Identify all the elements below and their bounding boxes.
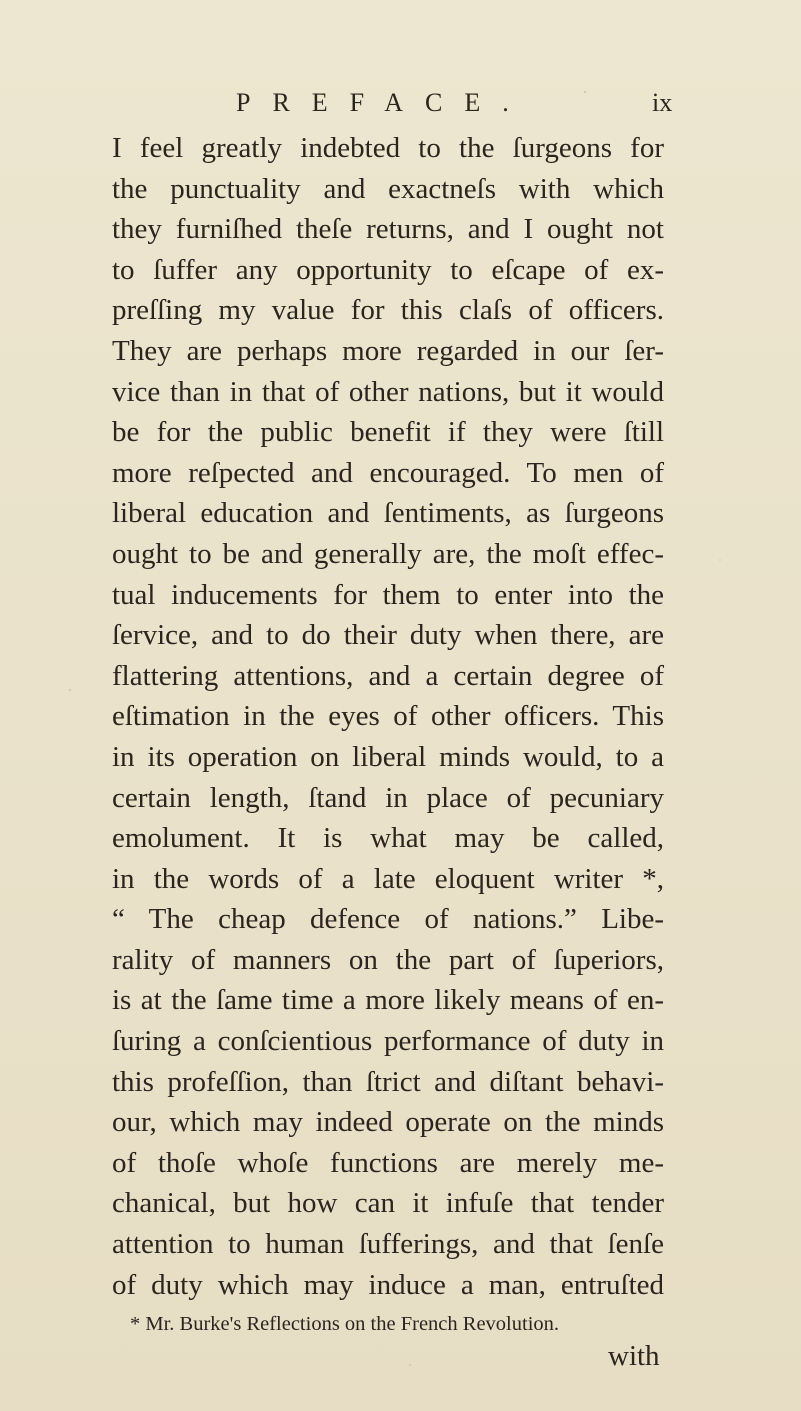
text-line: flattering attentions, and a certain degree of bbox=[112, 659, 664, 692]
text-line: rality of manners on the part of ſuperiors, bbox=[112, 943, 664, 976]
text-line: ought to be and generally are, the moſt effec- bbox=[112, 537, 664, 570]
text-line: to ſuffer any opportunity to eſcape of ex- bbox=[112, 253, 664, 286]
text-line: of duty which may induce a man, entruſted bbox=[112, 1268, 664, 1301]
text-line: this profeſſion, than ſtrict and diſtant behavi- bbox=[112, 1065, 664, 1098]
footnote: * Mr. Burke's Reflections on the French Revolution. bbox=[130, 1313, 560, 1335]
text-line: of thoſe whoſe functions are merely me- bbox=[112, 1146, 664, 1179]
text-line: in its operation on liberal minds would, to a bbox=[112, 740, 664, 773]
text-line: they furniſhed theſe returns, and I ought not bbox=[112, 213, 664, 246]
text-line: the punctuality and exactneſs with which bbox=[112, 172, 664, 205]
text-line: eſtimation in the eyes of other officers. This bbox=[112, 700, 664, 733]
text-line: liberal education and ſentiments, as ſurgeons bbox=[112, 497, 664, 530]
catchword: with bbox=[608, 1340, 660, 1372]
text-line: vice than in that of other nations, but it would bbox=[112, 375, 664, 408]
text-line: tual inducements for them to enter into the bbox=[112, 578, 664, 611]
text-line: attention to human ſufferings, and that ſenſe bbox=[112, 1228, 664, 1261]
text-line: more reſpected and encouraged. To men of bbox=[112, 456, 664, 489]
text-line: preſſing my value for this claſs of officers. bbox=[112, 294, 664, 327]
text-line: They are perhaps more regarded in our ſer- bbox=[112, 334, 664, 367]
text-line: “ The cheap defence of nations.” Libe- bbox=[112, 903, 664, 936]
text-line: emolument. It is what may be called, bbox=[112, 822, 664, 855]
text-line: I feel greatly indebted to the ſurgeons for bbox=[112, 132, 664, 164]
text-line: our, which may indeed operate on the minds bbox=[112, 1106, 664, 1139]
text-line: in the words of a late eloquent writer *, bbox=[112, 862, 664, 895]
text-line: ſervice, and to do their duty when there, are bbox=[112, 619, 664, 652]
text-line: chanical, but how can it infuſe that tender bbox=[112, 1187, 664, 1220]
page-number: ix bbox=[652, 88, 673, 117]
body-text bbox=[112, 128, 664, 1305]
running-header bbox=[0, 88, 801, 124]
text-line: ſuring a conſcientious performance of duty in bbox=[112, 1025, 664, 1058]
text-line: be for the public benefit if they were ſtill bbox=[112, 416, 664, 449]
text-line: is at the ſame time a more likely means of en- bbox=[112, 984, 664, 1017]
running-title: PREFACE. bbox=[236, 88, 531, 117]
text-line: certain length, ſtand in place of pecuniary bbox=[112, 781, 664, 814]
